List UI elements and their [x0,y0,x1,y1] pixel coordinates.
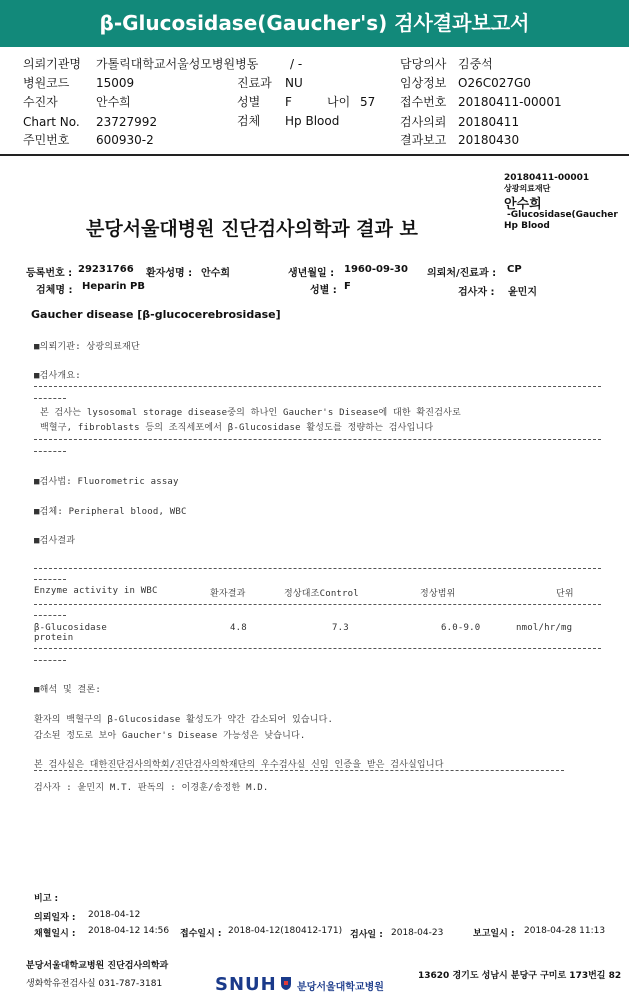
corner-name: 안수희 [504,197,542,212]
row-item-2: protein [34,633,74,643]
sex-value: F [285,95,292,109]
doctor-label: 담당의사 [400,57,447,71]
id-label: 주민번호 [23,133,70,147]
spec-value: Heparin PB [82,281,145,292]
dob-value: 1960-09-30 [344,264,408,275]
chart-value: 23727992 [96,115,158,129]
request-label: 검사의뢰 [400,115,447,129]
institution-line: ■의뢰기관: 상광의료재단 [34,342,140,352]
reg-label: 등록번호 : [26,268,73,279]
hospital-code-label: 병원코드 [23,76,70,90]
scanned-report [0,168,629,1000]
recv-label: 접수일시 : [180,929,222,939]
doc-main-title: 분당서울대병원 진단검사의학과 결과 보 [86,218,418,240]
col-result: 환자결과 [210,589,246,599]
col-item: Enzyme activity in WBC [34,586,158,596]
recv-value: 2018-04-12(180412-171) [228,926,343,936]
corner-org: 상광의료재단 [504,184,551,193]
report-label: 결과보고 [400,133,447,147]
interp-line-2: 감소된 정도로 보아 Gaucher's Disease 가능성은 낮습니다. [34,731,306,741]
header-divider [0,154,629,156]
age-value: 57 [360,95,376,109]
result-title: ■검사결과 [34,536,76,546]
chart-label: Chart No. [23,115,80,129]
examiner-value: 윤민지 [508,287,537,298]
pname-value: 안수희 [201,268,230,279]
receipt-value: 20180411-00001 [458,95,562,109]
dept-label: 진료과 [237,76,272,90]
examiner-label: 검사자 : [458,287,495,298]
rep-date-value: 2018-04-28 11:13 [524,926,606,936]
dept-value: NU [285,76,303,90]
row-result: 4.8 [230,623,247,633]
overview-line-1: 본 검사는 lysosomal storage disease중의 하나인 Gaucher's Disease에 대한 확진검사로 [40,408,461,418]
overview-title: ■검사개요: [34,371,81,381]
test-date-value: 2018-04-23 [391,928,444,938]
clinical-value: O26C027G0 [458,76,531,90]
disease-title: Gaucher disease [β-glucocerebrosidase] [31,308,281,321]
doc-sex-label: 성별 : [310,285,337,296]
corner-receipt: 20180411-00001 [504,173,590,183]
spec-label: 검체명 : [36,285,73,296]
receipt-label: 접수번호 [400,95,447,109]
hospital-logo [215,972,400,998]
row-control: 7.3 [332,623,349,633]
age-label: 나이 [327,95,351,109]
remarks-label: 비고 : [34,894,59,904]
specimen-value: Hp Blood [285,114,340,128]
corner-test: -Glucosidase(Gaucher [507,210,618,220]
test-date-label: 검사일 : [350,930,383,940]
col-control: 정상대조Control [284,589,359,599]
referring-dept-label: 의뢰처/진료과 : [427,268,497,279]
overview-line-2: 백혈구, fibroblasts 등의 조직세포에서 β-Glucosidase 활성도를 정량하는 검사입니다 [40,423,434,433]
clinical-label: 임상정보 [400,76,447,90]
draw-value: 2018-04-12 14:56 [88,926,170,936]
sign-line: 검사자 : 윤민지 M.T. 판독의 : 이경훈/송정한 M.D. [34,783,269,793]
corner-specimen: Hp Blood [504,221,550,231]
reg-value: 29231766 [78,264,134,275]
institution-extra: / - [290,57,303,71]
doctor-value: 김중석 [458,57,493,71]
cert-line: 본 검사실은 대한진단검사의학회/진단검사의학재단의 우수검사실 신임 인증을 받은 검사실입니다 [34,760,444,770]
report-value: 20180430 [458,133,520,147]
dob-label: 생년월일 : [288,268,335,279]
logo-name: 분당서울대학교병원 [297,982,384,993]
id-value: 600930-2 [96,133,154,147]
request-value: 20180411 [458,115,520,129]
referring-dept-value: CP [507,264,522,275]
row-unit: nmol/hr/mg [516,623,573,633]
pname-label: 환자성명 : [146,268,193,279]
address: 13620 경기도 성남시 분당구 구미로 173번길 82 [418,971,622,981]
specimen-label: 검체 [237,114,261,128]
specimen-line: ■검체: Peripheral blood, WBC [34,507,187,517]
logo-emblem-icon [279,975,293,991]
report-title: β-Glucosidase(Gaucher's) 검사결과보고서 [0,0,629,47]
hospital-code-value: 15009 [96,76,135,90]
col-unit: 단위 [556,589,574,599]
req-date-value: 2018-04-12 [88,910,141,920]
logo-text: SNUH [215,974,277,995]
req-date-label: 의뢰일자 : [34,913,76,923]
institution-value: 가톨릭대학교서울성모병원병동 [96,57,259,71]
row-range: 6.0-9.0 [441,623,481,633]
interp-title: ■해석 및 결론: [34,685,101,695]
method-line: ■검사법: Fluorometric assay [34,477,179,487]
patient-label: 수진자 [23,95,58,109]
footer-phone: 생화학유전검사실 031-787-3181 [26,979,163,989]
doc-sex-value: F [344,281,351,292]
patient-value: 안수희 [96,95,131,109]
col-range: 정상범위 [420,589,456,599]
interp-line-1: 환자의 백혈구의 β-Glucosidase 활성도가 약간 감소되어 있습니다. [34,715,334,725]
institution-label: 의뢰기관명 [23,57,81,71]
row-item-1: β-Glucosidase [34,623,108,633]
draw-label: 채혈일시 : [34,929,76,939]
rep-date-label: 보고일시 : [473,929,515,939]
footer-org: 분당서울대학교병원 진단검사의학과 [26,961,169,971]
sex-label: 성별 [237,95,261,109]
